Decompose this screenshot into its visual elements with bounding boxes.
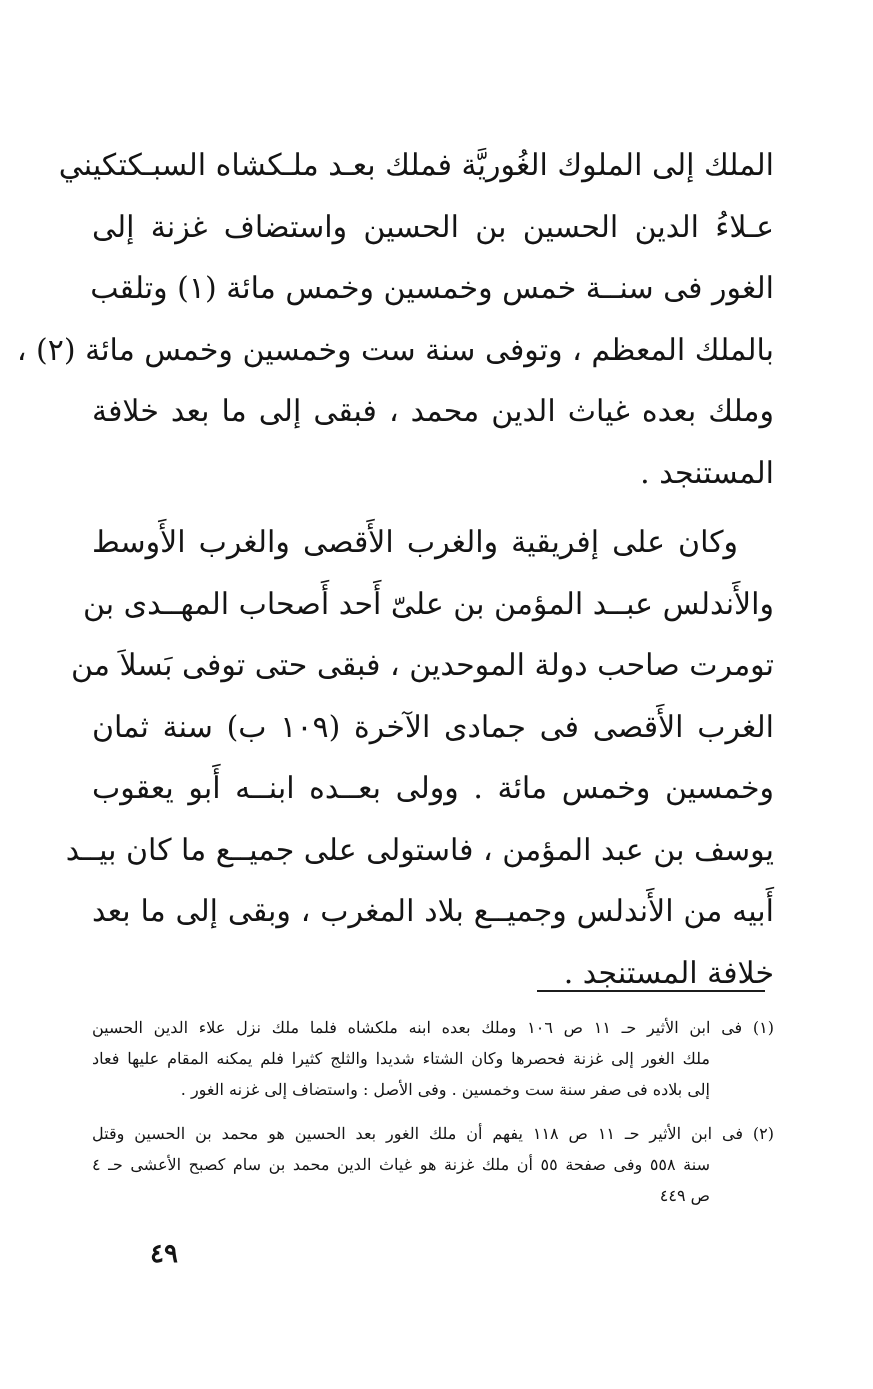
text-line: أَبيه من الأَندلس وجميــع بلاد المغرب ، وبقى إلى ما بعد	[92, 894, 774, 929]
text-line: يوسف بن عبد المؤمن ، فاستولى على جميــع ما كان بيــد	[65, 832, 774, 868]
footnote-2	[92, 1118, 774, 1211]
paragraph-1	[16, 135, 774, 504]
footnote-line: ملك الغور إلى غزنة فحصرها وكان الشتاء شديدا والثلج كثيرا فلم يمكنه المقام عليها فعاد	[92, 1049, 710, 1068]
text-line: وملك بعده غياث الدين محمد ، فبقى إلى ما بعد خلافة	[92, 394, 774, 429]
footnote-line: ص ٤٤٩	[659, 1186, 710, 1205]
page-number: ٤٩	[150, 1239, 178, 1269]
footnote-1	[92, 1012, 774, 1105]
footnote-line: (٢) فى ابن الأثير حـ ١١ ص ١١٨ يفهم أن ملك الغور بعد الحسين هو محمد بن الحسين وقتل	[92, 1124, 775, 1143]
text-line: وخمسين وخمس مائة . وولى بعــده ابنــه أَبو يعقوب	[92, 771, 774, 806]
footnote-divider	[537, 990, 765, 992]
text-line: والأَندلس عبــد المؤمن بن علىّ أَحد أَصحاب المهــدى بن	[82, 586, 774, 622]
text-line: الملك إلى الملوك الغُوريَّة فملك بعـد ملـكشاه السبـكتكيني	[58, 148, 774, 183]
text-line: وكان على إفريقية والغرب الأَقصى والغرب الأَوسط	[92, 525, 738, 560]
footnote-line: سنة ٥٥٨ وفى صفحة ٥٥ أن ملك غزنة هو غياث الدين محمد بن سام كصبح الأعشى حـ ٤	[92, 1155, 710, 1174]
text-line: المستنجد .	[640, 455, 774, 491]
footnote-line: إلى بلاده فى صفر سنة ست وخمسين . وفى الأصل : واستضاف إلى غزنه الغور .	[180, 1080, 710, 1099]
text-line: خلافة المستنجد .	[563, 955, 774, 991]
text-line: الغرب الأَقصى فى جمادى الآخرة (١٠٩ ب) سنة ثمان	[92, 709, 774, 745]
paragraph-2	[65, 512, 774, 1004]
text-line: الغور فى سنــة خمس وخمسين وخمس مائة (١) وتلقب	[90, 271, 774, 306]
text-line: عـلاءُ الدين الحسين بن الحسين واستضاف غزنة إلى	[92, 209, 774, 245]
text-line: بالملك المعظم ، وتوفى سنة ست وخمسين وخمس مائة (٢) ،	[16, 332, 774, 368]
text-line: تومرت صاحب دولة الموحدين ، فبقى حتى توفى بَسلاَ من	[71, 648, 774, 683]
footnote-line: (١) فى ابن الأثير حـ ١١ ص ١٠٦ وملك بعده ابنه ملكشاه فلما ملك نزل علاء الدين الحسين	[92, 1018, 774, 1037]
